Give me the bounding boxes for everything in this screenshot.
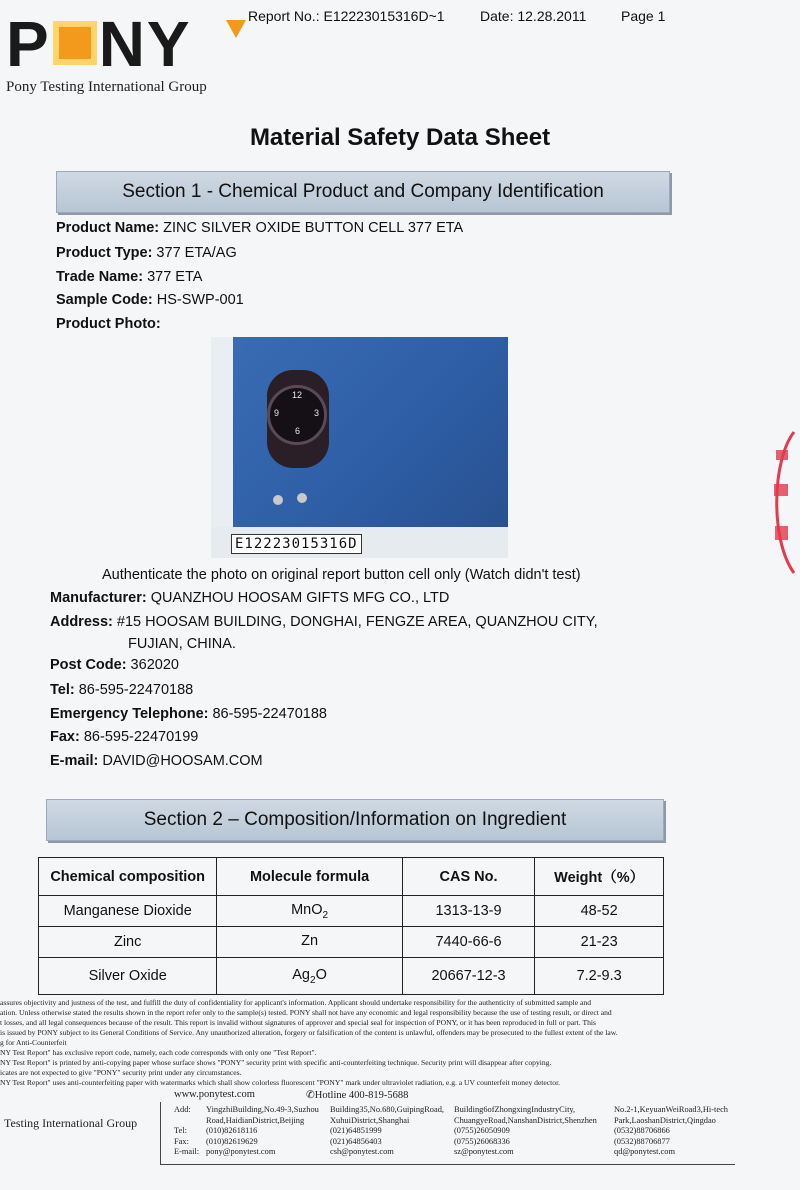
fax-label: Fax: — [50, 729, 80, 745]
row-formula: $Ag_2O$ — [217, 958, 402, 995]
report-date: Date: 12.28.2011 — [480, 8, 587, 24]
manufacturer-field — [50, 590, 449, 606]
product-photo-label: Product Photo: — [56, 316, 161, 332]
fax-value: 86-595-22470199 — [79, 729, 199, 745]
trade-name-value: 377 ETA — [143, 269, 203, 285]
product-photo — [211, 337, 508, 558]
sample-code-label: Sample Code: — [56, 292, 153, 308]
product-photo-field — [56, 316, 161, 332]
photo-ruler-vertical — [211, 337, 233, 558]
tel-value: 86-595-22470188 — [74, 682, 194, 698]
disclaimer-line: assures objectivity and justness of the test, and fulfill the duty of confidentiality for applicant's information. Applicant should undertake responsibility for the authenticity of submitted sample and — [0, 998, 592, 1007]
row-chemical: Silver Oxide — [39, 958, 217, 995]
address-label: Address: — [50, 614, 113, 630]
disclaimer-line: NY Test Report" has exclusive report code, namely, each code corresponds with only one "Test Report". — [0, 1048, 317, 1057]
website-link[interactable]: www.ponytest.com — [174, 1089, 255, 1100]
sample-code-value: HS-SWP-001 — [152, 292, 244, 308]
product-type-label: Product Type: — [56, 245, 153, 261]
table-row — [39, 958, 664, 995]
email-field — [50, 753, 263, 769]
trade-name-label: Trade Name: — [56, 269, 144, 285]
header-chemical: Chemical composition — [39, 858, 217, 896]
shenzhen-office: Building6ofZhongxingIndustryCity, ChuangyeRoad,NanshanDistrict,Shenzhen (0755)26050909 (0755)26068336 sz@ponytest.com — [454, 1105, 597, 1157]
logo-square-icon — [53, 21, 97, 65]
emergency-telephone-field — [50, 706, 327, 722]
logo-triangle-icon — [226, 20, 246, 38]
post-code-field — [50, 657, 179, 673]
document-title: Material Safety Data Sheet — [249, 124, 551, 151]
disclaimer-notes — [0, 998, 800, 1088]
hotline: ✆Hotline 400-819-5688 — [306, 1090, 409, 1101]
watch-icon: 12 3 9 6 — [267, 385, 327, 445]
header-weight: Weight（%） — [535, 858, 664, 896]
row-weight: 7.2-9.3 — [535, 958, 664, 995]
shanghai-office: Building35,No.680,GuipingRoad, XuhuiDistrict,Shanghai (021)64851999 (021)64856403 csh@ponytest.com — [330, 1105, 444, 1157]
button-cell-icon — [273, 495, 283, 505]
beijing-office: YingzhiBuilding,No.49-3,Suzhou Road,HaidianDistrict,Beijing (010)82618116 (010)82619629 pony@ponytest.com — [206, 1105, 319, 1157]
post-code-label: Post Code: — [50, 657, 127, 673]
emergency-telephone-value: 86-595-22470188 — [208, 706, 327, 722]
section1-heading: Section 1 - Chemical Product and Company Identification — [56, 171, 670, 213]
photo-code-label: E12223015316D — [231, 534, 362, 554]
row-chemical: Manganese Dioxide — [39, 896, 217, 927]
disclaimer-line: ation. Unless otherwise stated the results shown in the report refer only to the sample(s) tested. PONY shall not have any economic and legal responsibility because the use of testing result, or direct and — [0, 1008, 612, 1017]
trade-name-field — [56, 269, 202, 285]
logo-subtitle: Pony Testing International Group — [6, 79, 207, 95]
disclaimer-line: g for Anti-Counterfeit — [0, 1038, 67, 1047]
page-number: Page 1 — [621, 8, 666, 24]
inspection-seal-icon — [766, 430, 796, 575]
email-value: DAVID@HOOSAM.COM — [98, 753, 263, 769]
header-formula: Molecule formula — [217, 858, 402, 896]
report-number: Report No.: E12223015316D~1 — [248, 8, 445, 24]
qingdao-office: No.2-1,KeyuanWeiRoad3,Hi-tech Park,LaoshanDistrict,Qingdao (0532)88706866 (0532)88706877 qd@ponytest.com — [614, 1105, 728, 1157]
disclaimer-line: icates are not expected to give "PONY" security print under any circumstances. — [0, 1068, 242, 1077]
composition-table — [38, 857, 664, 995]
row-formula: MnO$_2$ — [217, 896, 402, 927]
product-type-field — [56, 245, 237, 261]
product-name-value: ZINC SILVER OXIDE BUTTON CELL 377 ETA — [159, 220, 464, 236]
tel-label: Tel: — [50, 682, 75, 698]
row-weight: 48-52 — [535, 896, 664, 927]
address-field — [50, 614, 598, 630]
row-cas: 1313-13-9 — [402, 896, 535, 927]
row-cas: 20667-12-3 — [402, 958, 535, 995]
row-weight: 21-23 — [535, 927, 664, 958]
disclaimer-line: t losses, and all legal consequences because of the result. This report is invalid without signatures of approver and special seal for inspection of PONY, or it has been reproduced in full or part. This — [0, 1018, 596, 1027]
row-chemical: Zinc — [39, 927, 217, 958]
row-formula: Zn — [217, 927, 402, 958]
photo-caption: Authenticate the photo on original report button cell only (Watch didn't test) — [102, 567, 581, 583]
disclaimer-line: is issued by PONY subject to its General Conditions of Service. Any unauthorized alteration, forgery or falsification of the content is unlawful, offenders may be prosecuted to the fullest extent of the law. — [0, 1028, 618, 1037]
address-line2: FUJIAN, CHINA. — [128, 636, 236, 652]
address-labels: Add: Tel: Fax: E-mail: — [174, 1105, 200, 1157]
pony-logo: P NY — [6, 8, 192, 80]
tel-field — [50, 682, 193, 698]
row-cas: 7440-66-6 — [402, 927, 535, 958]
manufacturer-label: Manufacturer: — [50, 590, 147, 606]
email-label: E-mail: — [50, 753, 99, 769]
group-name: Testing International Group — [4, 1116, 138, 1130]
manufacturer-value: QUANZHOU HOOSAM GIFTS MFG CO., LTD — [146, 590, 450, 606]
emergency-telephone-label: Emergency Telephone: — [50, 706, 209, 722]
disclaimer-line: NY Test Report" is printed by anti-copying paper whose surface shows "PONY" security print with specific anti-counterfeiting technique. Security print will disappear after copying. — [0, 1058, 552, 1067]
button-cell-icon — [297, 493, 307, 503]
sample-code-field — [56, 292, 244, 308]
table-row — [39, 896, 664, 927]
post-code-value: 362020 — [126, 657, 179, 673]
section2-heading: Section 2 – Composition/Information on Ingredient — [46, 799, 664, 841]
address-value: #15 HOOSAM BUILDING, DONGHAI, FENGZE AREA, QUANZHOU CITY, — [112, 614, 598, 630]
header-cas: CAS No. — [402, 858, 535, 896]
product-name-field — [56, 220, 463, 236]
fax-field — [50, 729, 198, 745]
table-header-row — [39, 858, 664, 896]
table-row — [39, 927, 664, 958]
product-name-label: Product Name: — [56, 220, 160, 236]
disclaimer-line: NY Test Report" uses anti-counterfeiting paper with watermarks which shall show colorless fluorescent "PONY" mark under ultraviolet radiation, e.g. a UV counterfeit money detector. — [0, 1078, 561, 1087]
product-type-value: 377 ETA/AG — [152, 245, 237, 261]
